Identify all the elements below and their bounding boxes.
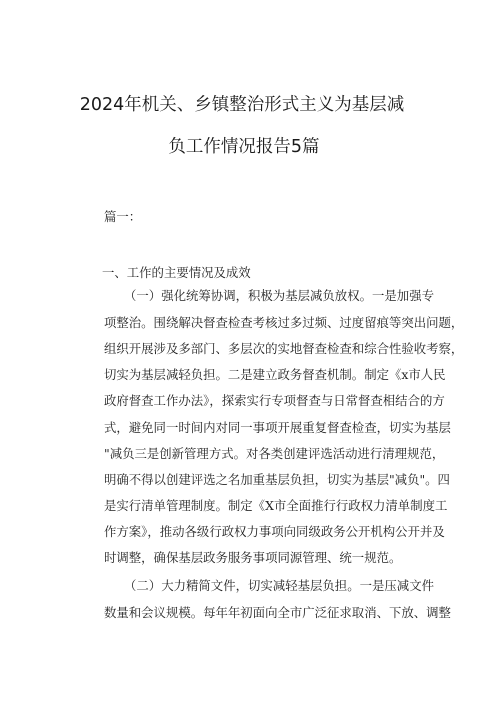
paragraph-line: 政府督查工作办法》，探索实行专项督查与日常督查相结合的方 <box>104 393 445 408</box>
paragraph-line: "减负三是创新管理方式。对各类创建评选活动进行清理规范， <box>104 446 445 461</box>
paragraph-line: 数量和会议规模。每年年初面向全市广泛征求取消、下放、调整 <box>104 605 451 620</box>
paragraph-line: 项整治。围绕解决督查检查考核过多过频、过度留痕等突出问题， <box>104 315 464 330</box>
paragraph-line: 是实行清单管理制度。制定《X市全面推行行政权力清单制度工 <box>104 498 448 513</box>
paragraph-line: 切实为基层减轻负担。二是建立政务督查机制。制定《x市人民 <box>104 367 446 382</box>
document-title-line-1: 2024年机关、乡镇整治形式主义为基层减 <box>79 95 405 115</box>
document-title-line-2: 负工作情况报告5篇 <box>168 137 320 157</box>
paragraph-line: （一）强化统筹协调，积极为基层减负放权。一是加强专 <box>124 288 434 303</box>
paragraph-line: （二）大力精简文件，切实减轻基层负担。一是压减文件 <box>124 578 434 593</box>
paragraph-line: 组织开展涉及多部门、多层次的实地督查检查和综合性验收考察， <box>104 341 464 356</box>
section-heading: 一、工作的主要情况及成效 <box>102 265 251 280</box>
paragraph-line: 作方案》，推动各级行政权力事项向同级政务公开机构公开并及 <box>104 524 445 539</box>
paragraph-line: 明确不得以创建评选之名加重基层负担，切实为基层"减负"。四 <box>104 472 450 487</box>
paragraph-line: 时调整，确保基层政务服务事项同源管理、统一规范。 <box>104 550 402 565</box>
part-label: 篇一： <box>104 209 142 224</box>
paragraph-line: 式，避免同一时间内对同一事项开展重复督查检查，切实为基层 <box>104 420 451 435</box>
